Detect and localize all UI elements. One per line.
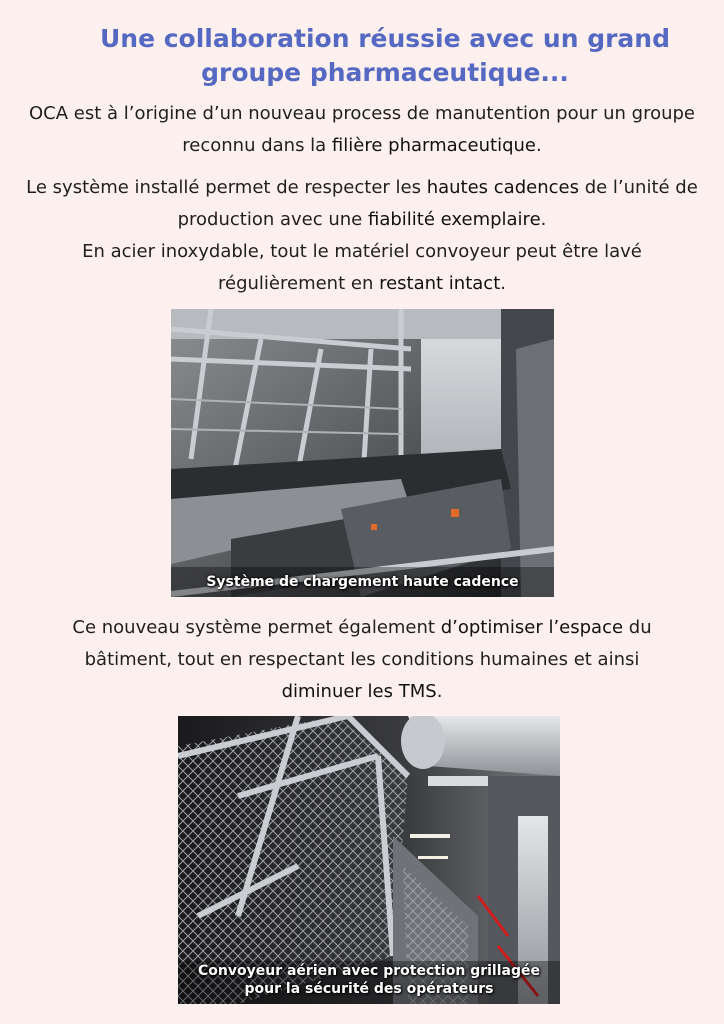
space-line-1-end: du (623, 617, 652, 638)
photo2-caption-line-2: pour la sécurité des opérateurs (244, 981, 494, 997)
system-line-2-start: production avec une (177, 209, 368, 230)
intro-highlight-filiere: filière pharmaceutique (331, 135, 536, 156)
space-highlight-optimiser: d’optimiser l’espace (440, 617, 624, 638)
aerial-conveyor-photo (178, 716, 560, 1004)
loading-system-image (171, 309, 554, 597)
photo2-caption (178, 962, 560, 998)
intro-line-2-start: reconnu dans la (182, 135, 332, 156)
aerial-conveyor-image (178, 716, 560, 1004)
space-line-1-start: Ce nouveau système permet également (72, 617, 441, 638)
loading-system-photo (171, 309, 554, 597)
space-paragraph (10, 612, 714, 708)
intro-paragraph (10, 98, 714, 162)
space-line-3-end: . (436, 681, 443, 702)
system-paragraph (10, 172, 714, 300)
system-highlight-fiabilite: fiabilité exemplaire (367, 209, 541, 230)
intro-line-1: OCA est à l’origine d’un nouveau process de manutention pour un groupe (28, 103, 696, 124)
system-line-3: En acier inoxydable, tout le matériel convoyeur peut être lavé (82, 241, 642, 262)
page-title: Une collaboration réussie avec un grand groupe pharmaceutique... (99, 24, 671, 87)
system-highlight-cadences: hautes cadences (426, 177, 579, 198)
system-line-1-end: de l’unité de (578, 177, 698, 198)
photo2-caption-line-1: Convoyeur aérien avec protection grillagée (198, 963, 540, 979)
system-line-4-start: régulièrement en (218, 273, 380, 294)
intro-line-2-end: . (536, 135, 542, 156)
system-line-4-end: . (500, 273, 506, 294)
photo1-caption: Système de chargement haute cadence (206, 574, 519, 590)
system-line-1-start: Le système installé permet de respecter les (26, 177, 427, 198)
system-highlight-intact: restant intact (379, 273, 501, 294)
space-line-2: bâtiment, tout en respectant les conditions humaines et ainsi (84, 649, 640, 670)
system-line-2-end: . (540, 209, 547, 230)
space-highlight-tms: diminuer les TMS (281, 681, 437, 702)
